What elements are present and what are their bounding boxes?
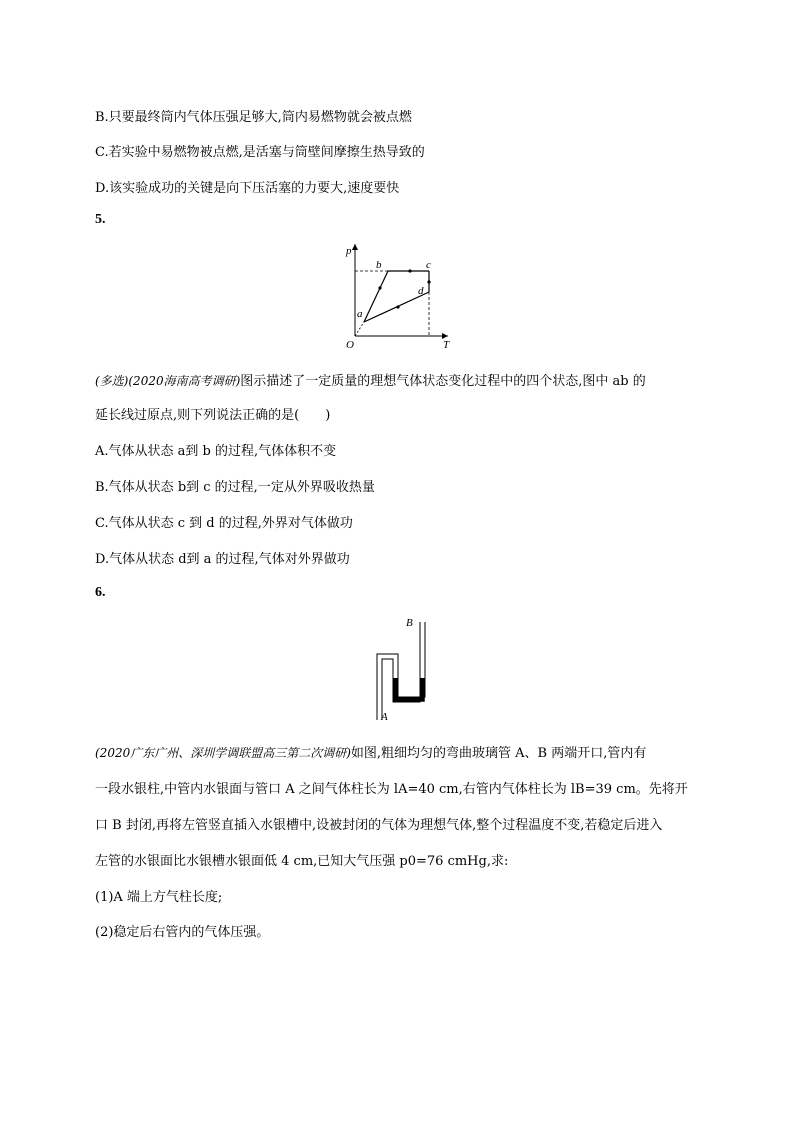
q5-label-o: O [346, 339, 354, 351]
q6-label-a: A [381, 711, 388, 723]
q4-option-b: B.只要最终筒内气体压强足够大,筒内易燃物就会被点燃 [95, 110, 412, 125]
q6-tube-outer [377, 622, 425, 720]
q5-label-p: p [346, 245, 352, 257]
q5-label-c: c [426, 259, 431, 271]
q5-arrow-ab [378, 286, 381, 289]
q5-label-t: T [443, 339, 450, 351]
q5-stem-line1: (多选)(2020海南高考调研)图示描述了一定质量的理想气体状态变化过程中的四个状态,图中 ab 的 [95, 374, 646, 389]
q6-stem-line4: 左管的水银面比水银槽水银面低 4 cm,已知大气压强 p0=76 cmHg,求: [95, 854, 509, 869]
q6-stem-line2: 一段水银柱,中管内水银面与管口 A 之间气体柱长为 lA=40 cm,右管内气体柱长为 lB=39 cm。先将开 [95, 782, 688, 797]
q5-pT-diagram [340, 240, 455, 352]
q5-option-a: A.气体从状态 a到 b 的过程,气体体积不变 [95, 444, 337, 459]
q5-option-d: D.气体从状态 d到 a 的过程,气体对外界做功 [95, 552, 350, 567]
q5-option-c: C.气体从状态 c 到 d 的过程,外界对气体做功 [95, 516, 353, 531]
q6-stem-line3: 口 B 封闭,再将左管竖直插入水银槽中,设被封闭的气体为理想气体,整个过程温度不变,若稳定后进入 [95, 818, 663, 833]
q6-label-b: B [406, 617, 413, 629]
q6-number: 6. [95, 585, 106, 600]
q5-dashed-origin [355, 322, 364, 336]
q6-sub-question-1: (1)A 端上方气柱长度; [95, 890, 223, 905]
q5-number: 5. [95, 212, 106, 227]
q5-line-ab [364, 271, 388, 322]
q6-sub-question-2: (2)稳定后右管内的气体压强。 [95, 925, 270, 940]
q5-stem-line2: 延长线过原点,则下列说法正确的是( ) [95, 408, 331, 423]
q6-tube-inner [382, 622, 420, 720]
q5-arrow-bc [408, 269, 411, 272]
q5-arrow-cd [427, 280, 430, 283]
q5-label-d: d [418, 285, 424, 297]
q4-option-c: C.若实验中易燃物被点燃,是活塞与筒壁间摩擦生热导致的 [95, 145, 425, 160]
q5-label-a: a [357, 308, 363, 320]
q4-option-d: D.该实验成功的关键是向下压活塞的力要大,速度要快 [95, 181, 400, 196]
q6-mercury-column [396, 678, 423, 700]
q6-bent-tube-diagram [368, 612, 438, 724]
q5-label-b: b [376, 259, 382, 271]
q5-option-b: B.气体从状态 b到 c 的过程,一定从外界吸收热量 [95, 480, 375, 495]
q5-arrow-da [396, 305, 399, 308]
q6-stem-line1: (2020广东广州、深圳学调联盟高三第二次调研)如图,粗细均匀的弯曲玻璃管 A、B 两端开口,管内有 [95, 746, 647, 761]
